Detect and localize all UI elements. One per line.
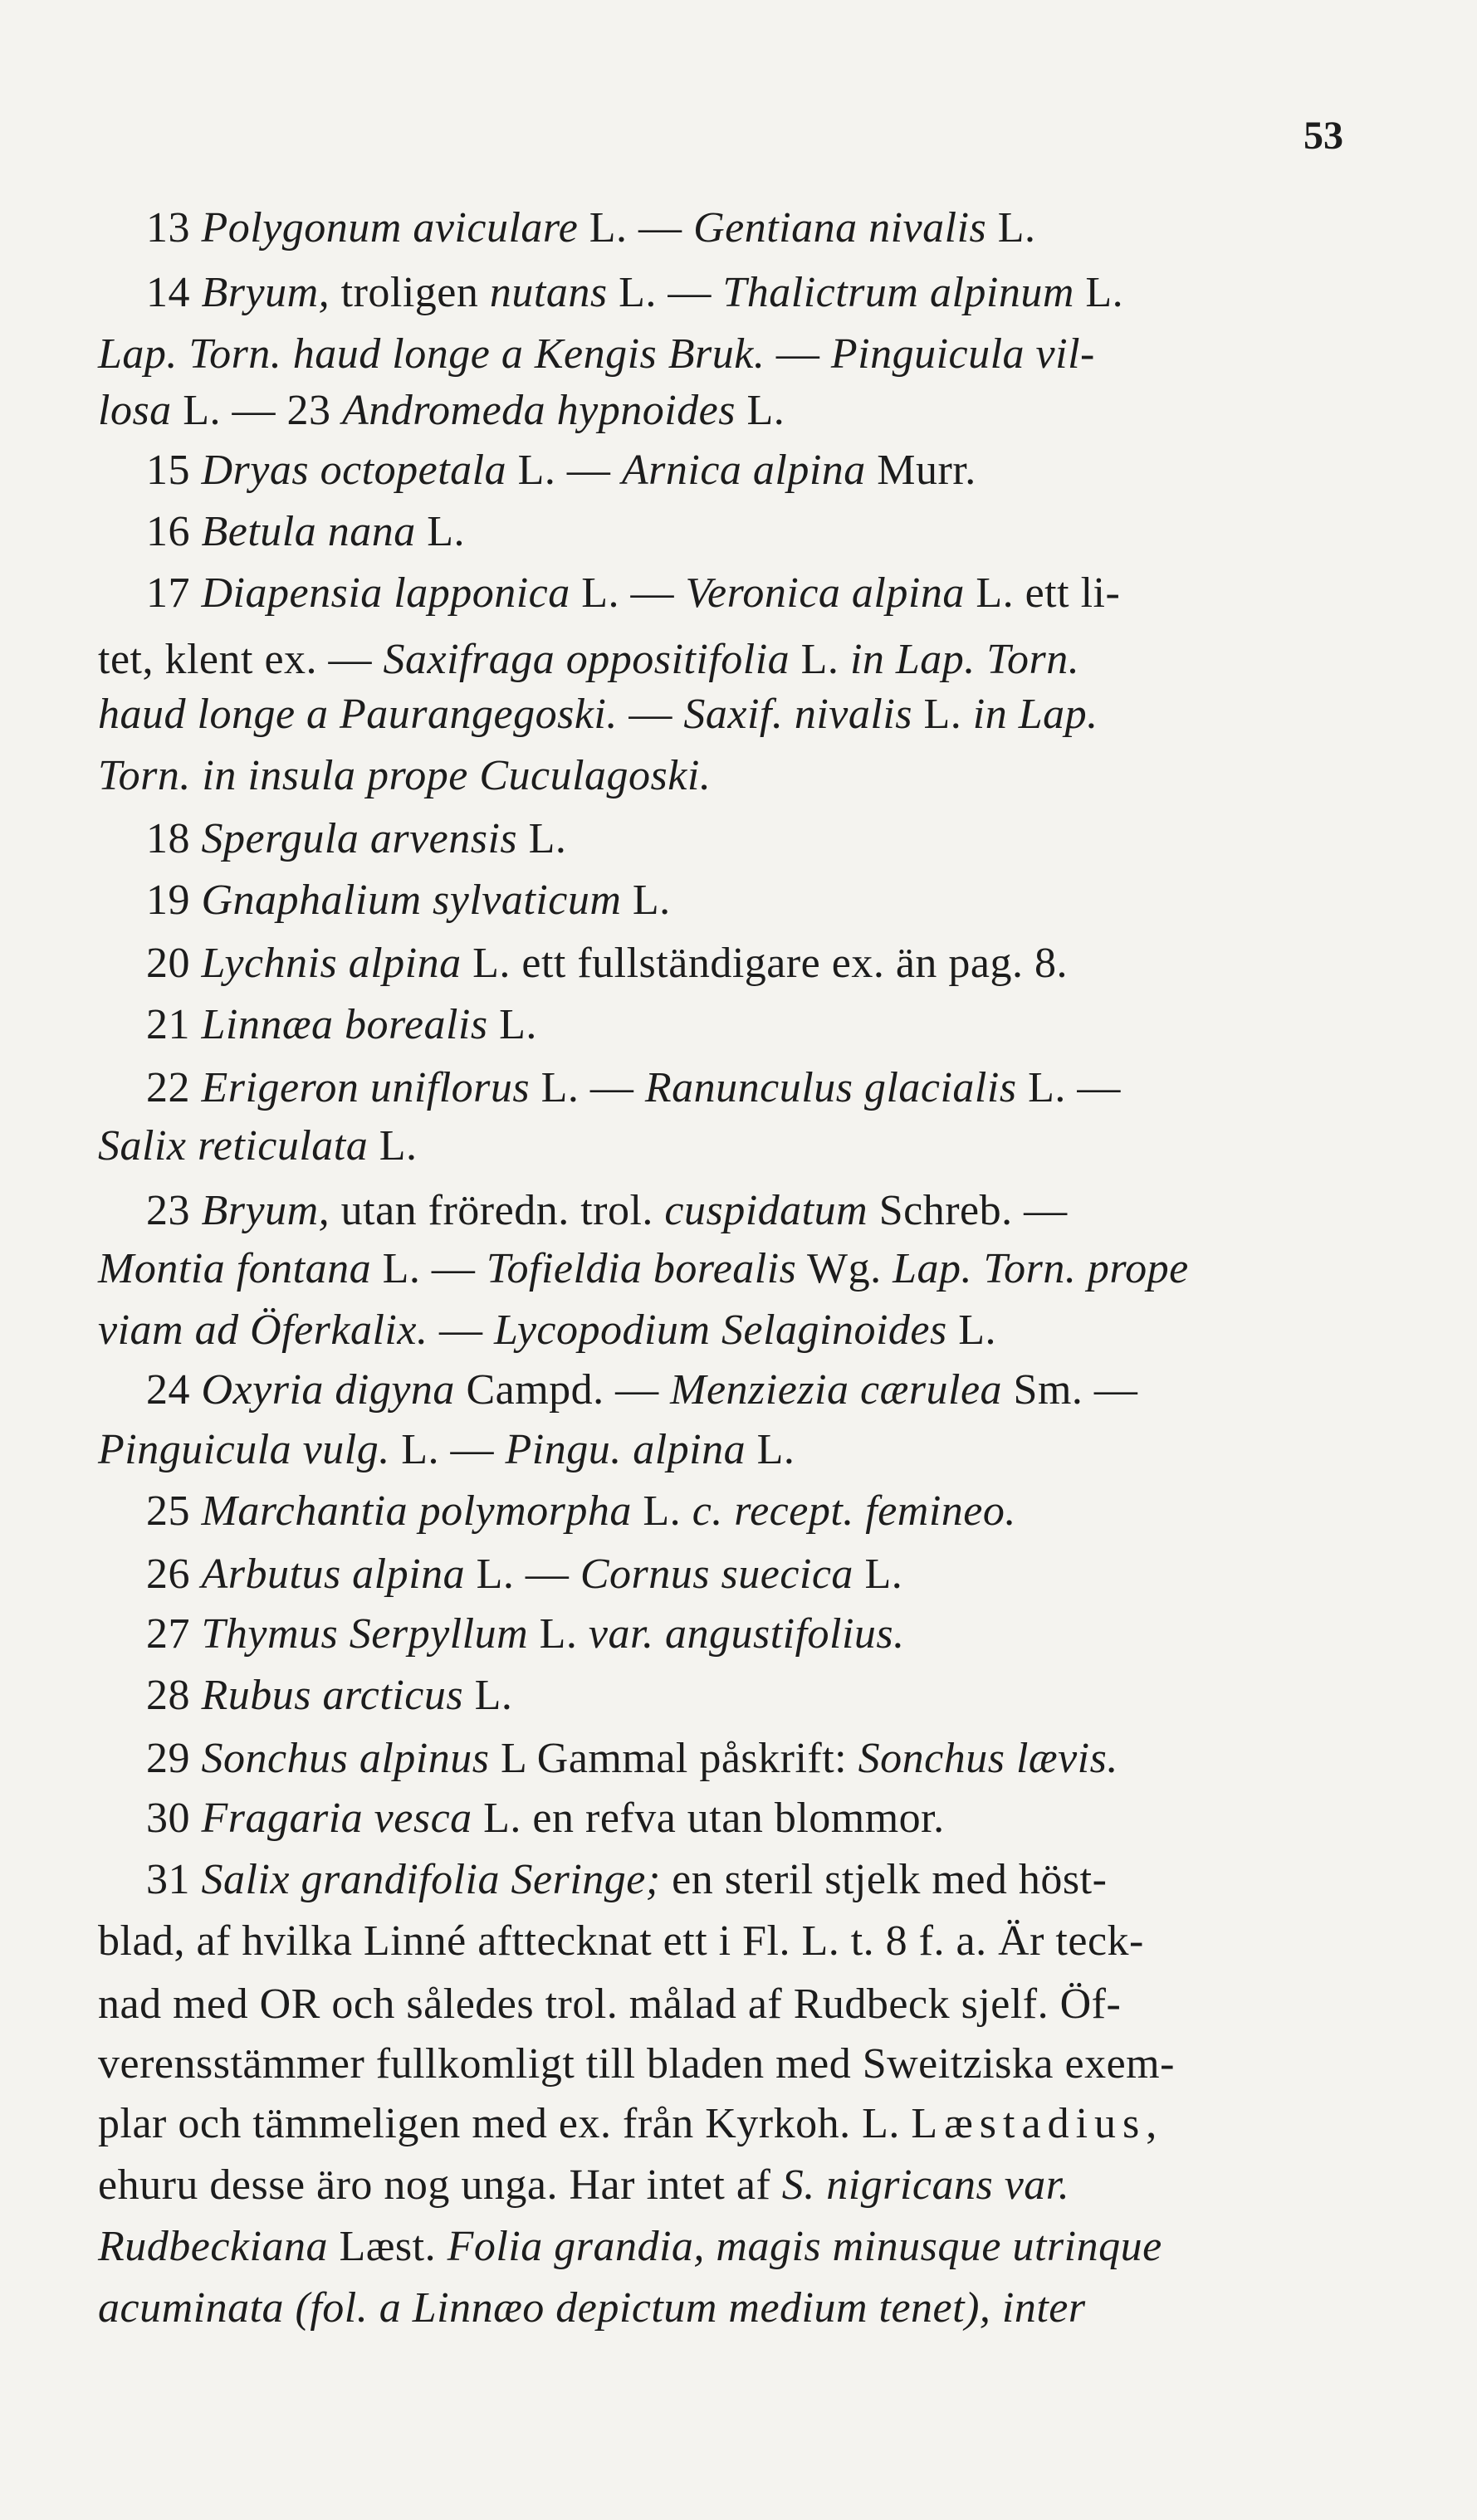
italic-text: Salix reticulata — [98, 1122, 369, 1170]
italic-text: Spergula arvensis — [201, 815, 518, 862]
italic-text: Fragaria vesca — [201, 1795, 472, 1842]
text-line — [146, 996, 1425, 1054]
roman-text: tet, klent ex. — — [98, 636, 384, 683]
roman-text: 25 — [146, 1487, 202, 1535]
italic-text: Bryum, — [201, 1187, 330, 1234]
roman-text: verensstämmer fullkomligt till bladen med Sweitziska exem- — [98, 2040, 1175, 2088]
text-line — [146, 1730, 1425, 1788]
roman-text: Wg. — [796, 1245, 893, 1292]
roman-text: L. — [487, 1001, 537, 1048]
roman-text: en steril stjelk med höst- — [660, 1856, 1108, 1903]
roman-text: 19 — [146, 877, 202, 924]
italic-text: Pingu. alpina — [505, 1426, 746, 1473]
italic-text: Arbutus alpina — [201, 1551, 466, 1598]
roman-text: 23 — [146, 1187, 202, 1234]
italic-text: haud longe a Paurangegoski. — [98, 691, 618, 738]
roman-text: Murr. — [865, 447, 976, 494]
roman-text: L. — [415, 508, 466, 555]
text-line — [146, 1546, 1425, 1604]
text-line — [98, 1240, 1377, 1298]
roman-text: utan fröredn. trol. — [330, 1187, 665, 1234]
roman-text: L. — [621, 877, 671, 924]
roman-text: L. — — [371, 1245, 487, 1292]
text-line — [98, 382, 1377, 440]
italic-text: Saxifraga oppositifolia — [383, 636, 790, 683]
roman-text: L. — [912, 691, 973, 738]
roman-text: — — [765, 330, 831, 378]
italic-text: Rudbeckiana — [98, 2223, 328, 2270]
roman-text: — — [617, 691, 684, 738]
text-line — [146, 1851, 1425, 1909]
italic-text: Torn. in insula prope Cuculagoski. — [98, 752, 712, 799]
roman-text: L. — [528, 1610, 589, 1658]
italic-text: var. angustifolius. — [588, 1610, 905, 1658]
roman-text: L. — — [570, 569, 686, 617]
roman-text: 30 — [146, 1795, 202, 1842]
italic-text: Linnæa borealis — [201, 1001, 488, 1048]
italic-text: Lychnis alpina — [201, 940, 462, 987]
italic-text: Rubus arcticus — [201, 1672, 464, 1719]
roman-text: 31 — [146, 1856, 202, 1903]
roman-text: — — [428, 1306, 494, 1354]
text-line — [98, 2279, 1377, 2337]
roman-text: L. — — [530, 1064, 645, 1111]
italic-text: Menziezia cærulea — [670, 1366, 1003, 1414]
roman-text: nad med OR och således trol. målad af Rudbeck sjelf. Öf- — [98, 1980, 1122, 2028]
text-line — [98, 1912, 1377, 1971]
roman-text: troligen — [330, 269, 490, 316]
roman-text: Campd. — — [454, 1366, 671, 1414]
italic-text: in Lap. — [972, 691, 1098, 738]
roman-text: 18 — [146, 815, 202, 862]
roman-text: L. — [736, 387, 785, 434]
roman-text: L. — [853, 1551, 903, 1598]
roman-text: plar och tämmeligen med ex. från Kyrkoh. L. — [98, 2100, 912, 2147]
roman-text: Schreb. — — [868, 1187, 1068, 1234]
italic-text: Gentiana nivalis — [693, 204, 987, 252]
italic-text: Sonchus lævis. — [858, 1735, 1118, 1782]
italic-text: Marchantia polymorpha — [201, 1487, 632, 1535]
roman-text: L. — [946, 1306, 996, 1354]
italic-text: Cornus suecica — [580, 1551, 853, 1598]
italic-text: S. nigricans var. — [781, 2161, 1070, 2209]
page-number: 53 — [1303, 114, 1343, 158]
text-line — [146, 1059, 1425, 1117]
italic-text: Andromeda hypnoides — [341, 387, 736, 434]
text-line — [146, 1361, 1425, 1419]
italic-text: Lycopodium Selaginoides — [493, 1306, 947, 1354]
roman-text: L. — — [506, 447, 622, 494]
roman-text: Læstadius, — [911, 2100, 1164, 2147]
italic-text: cuspidatum — [664, 1187, 868, 1234]
roman-text: 24 — [146, 1366, 202, 1414]
text-line — [146, 1605, 1425, 1663]
text-line — [98, 686, 1377, 744]
text-line — [146, 1790, 1425, 1848]
text-line — [146, 1182, 1425, 1240]
italic-text: Dryas octopetala — [201, 447, 507, 494]
roman-text: 16 — [146, 508, 202, 555]
roman-text: ehuru desse äro nog unga. Har intet af — [98, 2161, 782, 2209]
italic-text: losa — [98, 387, 172, 434]
text-line — [98, 1975, 1377, 2034]
roman-text: Sm. — — [1002, 1366, 1138, 1414]
italic-text: in Lap. Torn. — [849, 636, 1080, 683]
roman-text: L. en refva utan blommor. — [472, 1795, 945, 1842]
roman-text: L Gammal påskrift: — [489, 1735, 858, 1782]
italic-text: acuminata (fol. a Linnæo depictum medium tenet), inter — [98, 2284, 1086, 2332]
roman-text: Læst. — [327, 2223, 448, 2270]
italic-text: Ranunculus glacialis — [644, 1064, 1017, 1111]
italic-text: c. recept. femineo. — [692, 1487, 1016, 1535]
italic-text: Gnaphalium sylvaticum — [201, 877, 622, 924]
roman-text: L. — 23 — [171, 387, 342, 434]
italic-text: Thymus Serpyllum — [201, 1610, 529, 1658]
roman-text: L. — [986, 204, 1036, 252]
roman-text: L. ett fullständigare ex. än pag. 8. — [461, 940, 1068, 987]
roman-text: blad, af hvilka Linné afttecknat ett i Fl. L. t. 8 f. a. Är teck- — [98, 1917, 1144, 1965]
italic-text: Tofieldia borealis — [486, 1245, 797, 1292]
roman-text: 13 — [146, 204, 202, 252]
roman-text: L. — — [578, 204, 694, 252]
text-line — [98, 1117, 1377, 1175]
roman-text: 15 — [146, 447, 202, 494]
italic-text: Diapensia lapponica — [201, 569, 570, 617]
text-line — [146, 442, 1425, 500]
roman-text: L. ett li- — [964, 569, 1121, 617]
text-line — [146, 564, 1425, 623]
roman-text: L. — [517, 815, 567, 862]
roman-text: L. — [746, 1426, 795, 1473]
text-line — [98, 747, 1377, 805]
roman-text: L. — — [465, 1551, 580, 1598]
roman-text: L. — [368, 1122, 418, 1170]
italic-text: viam ad Öferkalix. — [98, 1306, 428, 1354]
italic-text: Lap. Torn. prope — [893, 1245, 1189, 1292]
text-line — [98, 2095, 1377, 2153]
text-line — [146, 264, 1425, 322]
italic-text: Pinguicula vulg. — [98, 1426, 390, 1473]
text-line — [98, 2035, 1377, 2093]
italic-text: Pinguicula vil- — [830, 330, 1095, 378]
text-line — [98, 1421, 1377, 1479]
roman-text: L. — — [389, 1426, 506, 1473]
italic-text: nutans — [489, 269, 608, 316]
text-line — [146, 810, 1425, 868]
roman-text: 29 — [146, 1735, 202, 1782]
roman-text: L. — — [607, 269, 723, 316]
italic-text: Oxyria digyna — [201, 1366, 455, 1414]
text-line — [98, 1302, 1377, 1360]
text-line — [98, 2218, 1377, 2276]
italic-text: Erigeron uniflorus — [201, 1064, 531, 1111]
roman-text: 17 — [146, 569, 202, 617]
italic-text: Betula nana — [201, 508, 416, 555]
text-line — [146, 199, 1425, 257]
text-line — [146, 1482, 1425, 1541]
italic-text: Folia grandia, magis minusque utrinque — [447, 2223, 1162, 2270]
roman-text: 28 — [146, 1672, 202, 1719]
roman-text: L. — [1074, 269, 1124, 316]
italic-text: Polygonum aviculare — [201, 204, 579, 252]
roman-text: L. — [463, 1672, 513, 1719]
italic-text: Montia fontana — [98, 1245, 372, 1292]
roman-text: 21 — [146, 1001, 202, 1048]
text-line — [146, 935, 1425, 993]
italic-text: Salix grandifolia Seringe; — [201, 1856, 661, 1903]
text-line — [146, 503, 1425, 561]
roman-text: L. — [631, 1487, 692, 1535]
roman-text: 27 — [146, 1610, 202, 1658]
text-line — [98, 631, 1377, 689]
text-line — [98, 325, 1377, 383]
italic-text: Saxif. nivalis — [683, 691, 913, 738]
italic-text: Sonchus alpinus — [201, 1735, 490, 1782]
roman-text: 22 — [146, 1064, 202, 1111]
text-line — [146, 872, 1425, 930]
text-line — [98, 2156, 1377, 2215]
italic-text: Thalictrum alpinum — [722, 269, 1074, 316]
italic-text: Arnica alpina — [621, 447, 866, 494]
italic-text: Lap. Torn. haud longe a Kengis Bruk. — [98, 330, 765, 378]
text-line — [146, 1667, 1425, 1725]
roman-text: 26 — [146, 1551, 202, 1598]
italic-text: Veronica alpina — [685, 569, 965, 617]
roman-text: L. — [790, 636, 850, 683]
roman-text: L. — — [1016, 1064, 1121, 1111]
roman-text: 20 — [146, 940, 202, 987]
italic-text: Bryum, — [201, 269, 330, 316]
roman-text: 14 — [146, 269, 202, 316]
